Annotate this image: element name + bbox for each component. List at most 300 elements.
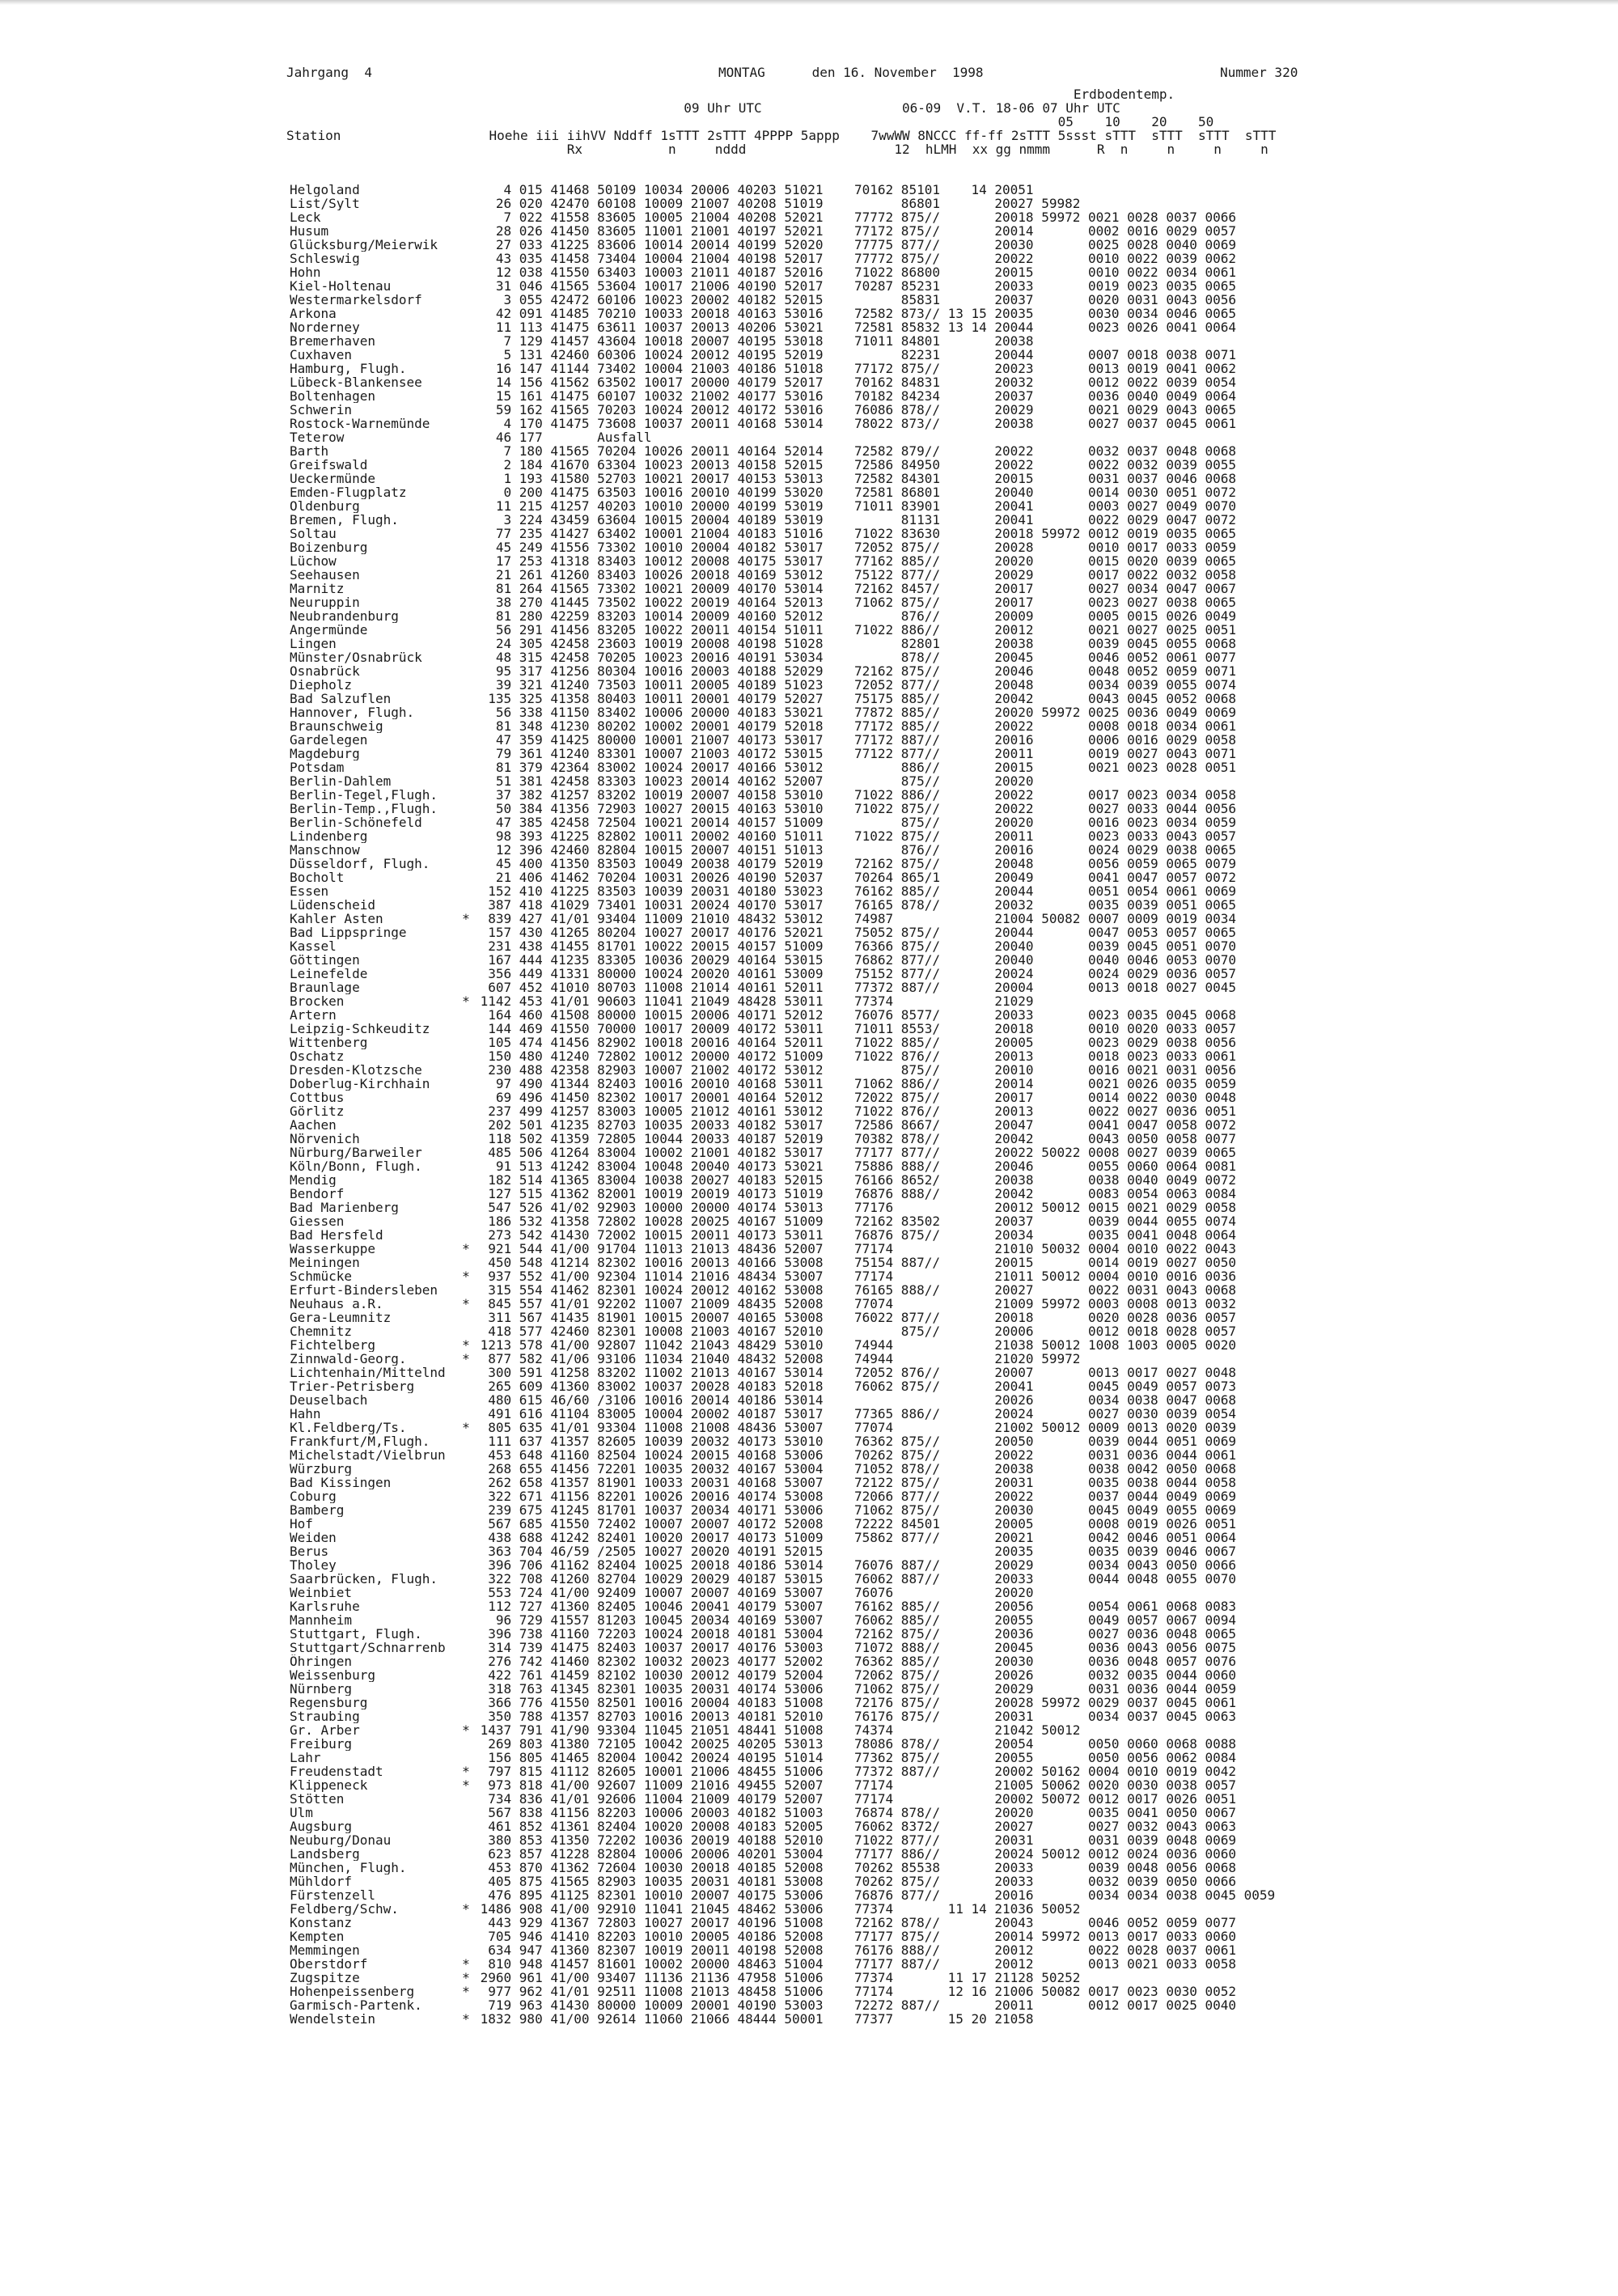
- table-row: [290, 1036, 1275, 1049]
- mountain-station-mark: [460, 1311, 472, 1324]
- table-row: [290, 802, 1275, 815]
- mountain-station-mark: [460, 1613, 472, 1627]
- table-row: [290, 417, 1275, 430]
- table-row: [290, 1998, 1275, 2012]
- table-row: [290, 499, 1275, 513]
- observation-values: 2 184 41670 63304 10023 20013 40158 52015 72586 84950 20022 0022 0032 0039 0055: [472, 457, 1237, 472]
- station-name: Deuselbach: [290, 1393, 368, 1407]
- observation-values: 623 857 41228 82804 10006 20006 40201 53004 77177 886// 20024 50012 0012 0024 0036 0060: [472, 1846, 1237, 1862]
- observation-values: 12 396 42460 82804 10015 20007 40151 51013 876// 20016 0024 0029 0038 0065: [472, 842, 1237, 858]
- station-name: Bendorf: [290, 1187, 345, 1201]
- table-row: [290, 1146, 1275, 1159]
- station-name: Hohenpeissenberg: [290, 1985, 415, 1998]
- station-name: Teterow: [290, 430, 345, 444]
- observation-values: 81 280 42259 83203 10014 20009 40160 52012 876// 20009 0005 0015 0026 0049: [472, 608, 1237, 624]
- table-row: [290, 1668, 1275, 1682]
- mountain-station-mark: [460, 1654, 472, 1668]
- station-name: Berlin-Schönefeld: [290, 815, 422, 829]
- observation-values: 797 815 41112 82605 10001 21006 48455 51006 77372 887// 20002 50162 0004 0010 0019 0042: [472, 1764, 1237, 1779]
- observation-values: 237 499 41257 83003 10005 21012 40161 53012 71022 876// 20013 0022 0027 0036 0051: [472, 1104, 1237, 1119]
- mountain-station-mark: [460, 1448, 472, 1462]
- observation-values: 81 348 41230 80202 10002 20001 40179 52018 77172 885// 20022 0008 0018 0034 0061: [472, 718, 1237, 734]
- observation-values: 182 514 41365 83004 10038 20027 40183 52015 76166 8652/ 20038 0038 0040 0049 0072: [472, 1172, 1237, 1188]
- station-name: Seehausen: [290, 568, 360, 582]
- table-row: [290, 582, 1275, 595]
- station-name: Bremerhaven: [290, 334, 375, 348]
- mountain-station-mark: [460, 1159, 472, 1173]
- mountain-station-mark: [460, 1558, 472, 1572]
- observation-values: 112 727 41360 82405 10046 20041 40179 53007 76162 885// 20056 0054 0061 0068 0083: [472, 1599, 1237, 1614]
- mountain-station-mark: [460, 1888, 472, 1902]
- table-row: [290, 1324, 1275, 1338]
- mountain-station-mark: *: [462, 1296, 470, 1311]
- mountain-station-mark: [460, 1930, 472, 1943]
- observation-values: 485 506 41264 83004 10002 21001 40182 53017 77177 877// 20022 50022 0008 0027 0039 0065: [472, 1145, 1237, 1160]
- table-row: [290, 1338, 1275, 1352]
- observation-values: 380 853 41350 72202 10036 20019 40188 52010 71022 877// 20031 0031 0039 0048 0069: [472, 1832, 1237, 1848]
- station-name: Kl.Feldberg/Ts.: [290, 1421, 407, 1434]
- table-row: [290, 774, 1275, 788]
- station-name: Zugspitze: [290, 1971, 360, 1985]
- observation-values: 422 761 41459 82102 10030 20012 40179 52004 72062 875// 20026 0032 0035 0044 0060: [472, 1667, 1237, 1683]
- table-row: [290, 1462, 1275, 1476]
- observation-values: 262 658 41357 81901 10033 20031 40168 53007 72122 875// 20031 0035 0038 0044 0058: [472, 1475, 1237, 1490]
- mountain-station-mark: [460, 788, 472, 802]
- mountain-station-mark: [460, 1379, 472, 1393]
- column-header-line: Station Hoehe iii iihVV Nddff 1sTTT 2sTTT 4PPPP 5appp 7wwWW 8NCCC ff-ff 2sTTT 5ssst sTTT sTTT sTTT sTTT: [286, 128, 1277, 143]
- observation-values: 46 177 Ausfall: [472, 430, 652, 445]
- table-row: [290, 1558, 1275, 1572]
- table-row: [290, 362, 1275, 375]
- observation-values: 300 591 41258 83202 11002 21013 40167 53014 72052 876// 20007 0013 0017 0027 0048: [472, 1365, 1237, 1380]
- mountain-station-mark: [460, 1847, 472, 1861]
- mountain-station-mark: [460, 1118, 472, 1132]
- table-row: [290, 1214, 1275, 1228]
- station-name: Schmücke: [290, 1269, 353, 1283]
- mountain-station-mark: [460, 293, 472, 307]
- station-name: Lichtenhain/Mittelnd: [290, 1366, 446, 1379]
- station-name: Garmisch-Partenk.: [290, 1998, 422, 2012]
- observation-values: 81 264 41565 73302 10021 20009 40170 53014 72162 8457/ 20017 0027 0034 0047 0067: [472, 581, 1237, 596]
- mountain-station-mark: [460, 1751, 472, 1764]
- mountain-station-mark: [460, 1861, 472, 1875]
- station-name: Meiningen: [290, 1256, 360, 1269]
- observation-values: 7 022 41558 83605 10005 21004 40208 52021 77772 875// 20018 59972 0021 0028 0037 0066: [472, 210, 1237, 225]
- station-name: Augsburg: [290, 1819, 353, 1833]
- table-row: [290, 1434, 1275, 1448]
- mountain-station-mark: [460, 1228, 472, 1242]
- station-name: Osnabrück: [290, 664, 360, 678]
- table-row: [290, 609, 1275, 623]
- observation-values: 265 609 41360 83002 10037 20028 40183 52018 76062 875// 20041 0045 0049 0057 0073: [472, 1379, 1237, 1394]
- table-row: [290, 815, 1275, 829]
- table-row: [290, 1943, 1275, 1957]
- table-row: [290, 939, 1275, 953]
- observation-values: 50 384 41356 72903 10027 20015 40163 53010 71022 875// 20022 0027 0033 0044 0056: [472, 801, 1237, 816]
- observation-values: 239 675 41245 81701 10037 20034 40171 53006 71062 875// 20030 0045 0049 0055 0069: [472, 1502, 1237, 1518]
- table-row: [290, 1297, 1275, 1311]
- station-name: Glücksburg/Meierwik: [290, 238, 438, 252]
- table-row: [290, 1173, 1275, 1187]
- mountain-station-mark: [460, 664, 472, 678]
- station-name: Ulm: [290, 1806, 313, 1819]
- observation-values: 3 224 43459 63604 10015 20004 40189 53019 81131 20041 0022 0029 0047 0072: [472, 512, 1237, 527]
- mountain-station-mark: [460, 1503, 472, 1517]
- table-row: [290, 623, 1275, 637]
- observation-values: 79 361 41240 83301 10007 21003 40172 53015 77122 877// 20011 0019 0027 0043 0071: [472, 746, 1237, 761]
- table-row: [290, 2012, 1275, 2026]
- station-name: Bad Marienberg: [290, 1201, 399, 1214]
- table-row: [290, 1489, 1275, 1503]
- observation-values: 4 015 41468 50109 10034 20006 40203 51021 70162 85101 14 20051: [472, 182, 1034, 197]
- station-name: Klippeneck: [290, 1778, 368, 1792]
- table-row: [290, 1476, 1275, 1489]
- mountain-station-mark: [460, 692, 472, 705]
- observation-values: 877 582 41/06 93106 11034 21040 48432 52008 74944 21020 59972: [472, 1351, 1081, 1366]
- table-row: [290, 334, 1275, 348]
- observation-values: 38 270 41445 73502 10022 20019 40164 52013 71062 875// 20017 0023 0027 0038 0065: [472, 595, 1237, 610]
- table-row: [290, 595, 1275, 609]
- station-name: Leinefelde: [290, 967, 368, 981]
- table-row: [290, 1022, 1275, 1036]
- mountain-station-mark: [460, 430, 472, 444]
- station-name: Schleswig: [290, 252, 360, 265]
- station-name: Görlitz: [290, 1104, 345, 1118]
- observation-values: 51 381 42458 83303 10023 20014 40162 52007 875// 20020: [472, 773, 1034, 789]
- observation-values: 91 513 41242 83004 10048 20040 40173 53021 75886 888// 20046 0055 0060 0064 0081: [472, 1159, 1237, 1174]
- mountain-station-mark: *: [462, 1269, 470, 1284]
- station-name: Straubing: [290, 1709, 360, 1723]
- station-name: Soltau: [290, 527, 337, 540]
- observation-values: 2960 961 41/00 93407 11136 21136 47958 51006 77374 11 17 21128 50252: [472, 1970, 1081, 1985]
- observation-values: 3 055 42472 60106 10023 20002 40182 52015 85831 20037 0020 0031 0043 0056: [472, 292, 1237, 307]
- table-row: [290, 926, 1275, 939]
- station-name: Lüchow: [290, 554, 337, 568]
- observation-values: 77 235 41427 63402 10001 21004 40183 51016 71022 83630 20018 59972 0012 0019 0035 0065: [472, 526, 1237, 541]
- observation-values: 607 452 41010 80703 11008 21014 40161 52011 77372 887// 20004 0013 0018 0027 0045: [472, 980, 1237, 995]
- mountain-station-mark: *: [462, 1241, 470, 1256]
- column-header-line: 09 Uhr UTC 06-09 V.T. 18-06 07 Uhr UTC: [286, 100, 1120, 116]
- observation-values: 1437 791 41/90 93304 11045 21051 48441 51008 74374 21042 50012: [472, 1722, 1081, 1738]
- station-name: Weinbiet: [290, 1586, 353, 1599]
- table-row: [290, 981, 1275, 994]
- mountain-station-mark: [460, 857, 472, 871]
- observation-values: 491 616 41104 83005 10004 20002 40187 53017 77365 886// 20024 0027 0030 0039 0054: [472, 1406, 1237, 1421]
- table-row: [290, 871, 1275, 884]
- mountain-station-mark: [460, 499, 472, 513]
- station-name: Kahler Asten: [290, 912, 383, 926]
- mountain-station-mark: *: [462, 1984, 470, 1999]
- mountain-station-mark: [460, 279, 472, 293]
- mountain-station-mark: [460, 967, 472, 981]
- mountain-station-mark: [460, 609, 472, 623]
- mountain-station-mark: [460, 939, 472, 953]
- mountain-station-mark: [460, 1833, 472, 1847]
- mountain-station-mark: [460, 1641, 472, 1654]
- station-name: Boltenhagen: [290, 389, 375, 403]
- table-row: [290, 568, 1275, 582]
- mountain-station-mark: *: [462, 911, 470, 926]
- observation-values: 356 449 41331 80000 10024 20020 40161 53009 75152 877// 20024 0024 0029 0036 0057: [472, 966, 1237, 981]
- observation-values: 322 708 41260 82704 10029 20029 40187 53015 76062 887// 20033 0044 0048 0055 0070: [472, 1571, 1237, 1586]
- mountain-station-mark: [460, 307, 472, 320]
- station-name: Kiel-Holtenau: [290, 279, 392, 293]
- table-row: [290, 1256, 1275, 1269]
- mountain-station-mark: *: [462, 1351, 470, 1366]
- station-table: [290, 183, 1275, 2026]
- station-name: Angermünde: [290, 623, 368, 637]
- observation-values: 311 567 41435 81901 10015 20007 40165 53008 76022 877// 20018 0020 0028 0036 0057: [472, 1310, 1237, 1325]
- observation-values: 167 444 41235 83305 10036 20029 40164 53015 76862 877// 20040 0040 0046 0053 0070: [472, 952, 1237, 968]
- table-row: [290, 210, 1275, 224]
- observation-values: 450 548 41214 82302 10016 20013 40166 53008 75154 887// 20015 0014 0019 0027 0050: [472, 1255, 1237, 1270]
- table-row: [290, 1531, 1275, 1544]
- observation-values: 56 338 41150 83402 10006 20000 40183 53021 77872 885// 20020 59972 0025 0036 0049 0069: [472, 705, 1237, 720]
- mountain-station-mark: [460, 444, 472, 458]
- observation-values: 11 215 41257 40203 10010 20000 40199 53019 71011 83901 20041 0003 0027 0049 0070: [472, 498, 1237, 514]
- observation-values: 0 200 41475 63503 10016 20010 40199 53020 72581 86801 20040 0014 0030 0051 0072: [472, 485, 1237, 500]
- station-name: Arkona: [290, 307, 337, 320]
- observation-values: 12 038 41550 63403 10003 21011 40187 52016 71022 86800 20015 0010 0022 0034 0061: [472, 265, 1237, 280]
- station-name: Hof: [290, 1517, 313, 1531]
- table-row: [290, 513, 1275, 527]
- mountain-station-mark: [460, 1091, 472, 1104]
- station-name: Emden-Flugplatz: [290, 485, 407, 499]
- station-name: Norderney: [290, 320, 360, 334]
- mountain-station-mark: [460, 485, 472, 499]
- table-row: [290, 540, 1275, 554]
- station-name: München, Flugh.: [290, 1861, 407, 1875]
- observation-values: 453 870 41362 72604 10030 20018 40185 52008 70262 85538 20033 0039 0048 0056 0068: [472, 1860, 1237, 1875]
- observation-values: 418 577 42460 82301 10008 21003 40167 52010 875// 20006 0012 0018 0028 0057: [472, 1324, 1237, 1339]
- station-name: Boizenburg: [290, 540, 368, 554]
- mountain-station-mark: *: [462, 1722, 470, 1738]
- table-row: [290, 1916, 1275, 1930]
- mountain-station-mark: [460, 1063, 472, 1077]
- table-row: [290, 967, 1275, 981]
- mountain-station-mark: [460, 389, 472, 403]
- table-row: [290, 183, 1275, 197]
- station-name: Köln/Bonn, Flugh.: [290, 1159, 422, 1173]
- column-header-line: Rx n nddd 12 hLMH xx gg nmmm R n n n n: [286, 142, 1269, 157]
- mountain-station-mark: [460, 802, 472, 815]
- table-row: [290, 527, 1275, 540]
- station-name: Braunlage: [290, 981, 360, 994]
- table-row: [290, 1118, 1275, 1132]
- table-row: [290, 1063, 1275, 1077]
- observation-values: 937 552 41/00 92304 11014 21016 48434 53007 77174 21011 50012 0004 0010 0016 0036: [472, 1269, 1237, 1284]
- mountain-station-mark: [460, 1366, 472, 1379]
- mountain-station-mark: [460, 926, 472, 939]
- station-name: Neuruppin: [290, 595, 360, 609]
- observation-values: 396 706 41162 82404 10025 20018 40186 53014 76076 887// 20029 0034 0043 0050 0066: [472, 1557, 1237, 1573]
- station-name: Trier-Petrisberg: [290, 1379, 415, 1393]
- observation-values: 268 655 41456 72201 10035 20032 40167 53004 71052 878// 20038 0038 0042 0050 0068: [472, 1461, 1237, 1476]
- mountain-station-mark: [460, 884, 472, 898]
- station-name: Neubrandenburg: [290, 609, 399, 623]
- observation-values: 59 162 41565 70203 10024 20012 40172 53016 76086 878// 20029 0021 0029 0043 0065: [472, 402, 1237, 417]
- station-name: Hamburg, Flugh.: [290, 362, 407, 375]
- observation-values: 276 742 41460 82302 10032 20023 40177 52002 76362 885// 20030 0036 0048 0057 0076: [472, 1654, 1237, 1669]
- table-row: [290, 1751, 1275, 1764]
- table-row: [290, 1311, 1275, 1324]
- observation-values: 21 261 41260 83403 10026 20018 40169 53012 75122 877// 20029 0017 0022 0032 0058: [472, 567, 1237, 582]
- observation-values: 231 438 41455 81701 10022 20015 40157 51009 76366 875// 20040 0039 0045 0051 0070: [472, 938, 1237, 954]
- station-name: Fürstenzell: [290, 1888, 375, 1902]
- mountain-station-mark: [460, 403, 472, 417]
- observation-values: 69 496 41450 82302 10017 20001 40164 52012 72022 875// 20017 0014 0022 0030 0048: [472, 1090, 1237, 1105]
- station-name: Bad Lippspringe: [290, 926, 407, 939]
- station-name: Cuxhaven: [290, 348, 353, 362]
- table-row: [290, 1352, 1275, 1366]
- mountain-station-mark: [460, 719, 472, 733]
- observation-values: 81 379 42364 83002 10024 20017 40166 53012 886// 20015 0021 0023 0028 0051: [472, 760, 1237, 775]
- mountain-station-mark: [460, 1696, 472, 1709]
- observation-values: 5 131 42460 60306 10024 20012 40195 52019 82231 20044 0007 0018 0038 0071: [472, 347, 1237, 362]
- mountain-station-mark: [460, 829, 472, 843]
- table-row: [290, 1228, 1275, 1242]
- table-row: [290, 1008, 1275, 1022]
- station-name: Giessen: [290, 1214, 345, 1228]
- observation-values: 4 170 41475 73608 10037 20011 40168 53014 78022 873// 20038 0027 0037 0045 0061: [472, 416, 1237, 431]
- table-row: [290, 1077, 1275, 1091]
- table-row: [290, 1737, 1275, 1751]
- observation-values: 273 542 41430 72002 10015 20011 40173 53011 76876 875// 20034 0035 0041 0048 0064: [472, 1227, 1237, 1243]
- mountain-station-mark: [460, 1049, 472, 1063]
- observation-values: 1 193 41580 52703 10021 20017 40153 53013 72582 84301 20015 0031 0037 0046 0068: [472, 471, 1237, 486]
- observation-values: 45 249 41556 73302 10010 20004 40182 53017 72052 875// 20028 0010 0017 0033 0059: [472, 540, 1237, 555]
- station-name: Stuttgart/Schnarrenb: [290, 1641, 446, 1654]
- mountain-station-mark: *: [462, 1337, 470, 1353]
- mountain-station-mark: [460, 582, 472, 595]
- table-row: [290, 348, 1275, 362]
- station-name: Saarbrücken, Flugh.: [290, 1572, 438, 1586]
- station-name: Potsdam: [290, 760, 345, 774]
- station-name: Berus: [290, 1544, 329, 1558]
- observation-values: 567 838 41156 82203 10006 20003 40182 51003 76874 878// 20020 0035 0041 0050 0067: [472, 1805, 1237, 1820]
- mountain-station-mark: [460, 334, 472, 348]
- mountain-station-mark: [460, 1668, 472, 1682]
- station-name: Neuhaus a.R.: [290, 1297, 383, 1311]
- observation-values: 31 046 41565 53604 10017 21006 40190 52017 70287 85231 20033 0019 0023 0035 0065: [472, 278, 1237, 294]
- observation-values: 45 400 41350 83503 10049 20038 40179 52019 72162 875// 20048 0056 0059 0065 0079: [472, 856, 1237, 871]
- observation-values: 15 161 41475 60107 10032 21002 40177 53016 70182 84234 20037 0036 0040 0049 0064: [472, 388, 1237, 404]
- observation-values: 567 685 41550 72402 10007 20007 40172 52008 72222 84501 20005 0008 0019 0026 0051: [472, 1516, 1237, 1531]
- table-row: [290, 1861, 1275, 1875]
- mountain-station-mark: [460, 1393, 472, 1407]
- station-name: Greifswald: [290, 458, 368, 472]
- table-row: [290, 1819, 1275, 1833]
- mountain-station-mark: [460, 774, 472, 788]
- mountain-station-mark: [460, 1146, 472, 1159]
- station-name: Hohn: [290, 265, 321, 279]
- station-name: Mühldorf: [290, 1875, 353, 1888]
- mountain-station-mark: [460, 1324, 472, 1338]
- observation-values: 26 020 42470 60108 10009 21007 40208 51019 86801 20027 59982: [472, 196, 1081, 211]
- mountain-station-mark: [460, 1476, 472, 1489]
- mountain-station-mark: [460, 1572, 472, 1586]
- observation-values: 127 515 41362 82001 10019 20019 40173 51019 76876 888// 20042 0083 0054 0063 0084: [472, 1186, 1237, 1201]
- station-name: Coburg: [290, 1489, 337, 1503]
- mountain-station-mark: [460, 1627, 472, 1641]
- observation-values: 405 875 41565 82903 10035 20031 40181 53008 70262 875// 20033 0032 0039 0050 0066: [472, 1874, 1237, 1889]
- station-name: Aachen: [290, 1118, 337, 1132]
- date-label: MONTAG den 16. November 1998: [718, 65, 984, 80]
- mountain-station-mark: [460, 348, 472, 362]
- mountain-station-mark: [460, 1737, 472, 1751]
- table-row: [290, 1407, 1275, 1421]
- station-name: Wittenberg: [290, 1036, 368, 1049]
- observation-values: 14 156 41562 63502 10017 20000 40179 52017 70162 84831 20032 0012 0022 0039 0054: [472, 375, 1237, 390]
- mountain-station-mark: [460, 871, 472, 884]
- observation-values: 1832 980 41/00 92614 11060 21066 48444 50001 77377 15 20 21058: [472, 2011, 1034, 2027]
- table-row: [290, 1847, 1275, 1861]
- observation-values: 453 648 41160 82504 10024 20015 40168 53006 70262 875// 20022 0031 0036 0044 0061: [472, 1447, 1237, 1463]
- table-row: [290, 664, 1275, 678]
- station-name: Bremen, Flugh.: [290, 513, 399, 527]
- station-name: Erfurt-Bindersleben: [290, 1283, 438, 1297]
- observation-values: 845 557 41/01 92202 11007 21009 48435 52008 77074 21009 59972 0003 0008 0013 0032: [472, 1296, 1237, 1311]
- observation-values: 476 895 41125 82301 10010 20007 40175 53006 76876 877// 20016 0034 0034 0038 0045 0059: [472, 1887, 1276, 1903]
- station-name: Helgoland: [290, 183, 360, 197]
- station-name: Nürnberg: [290, 1682, 353, 1696]
- observation-values: 719 963 41430 80000 10009 20001 40190 53003 72272 887// 20011 0012 0017 0025 0040: [472, 1997, 1237, 2013]
- mountain-station-mark: [460, 540, 472, 554]
- observation-values: 24 305 42458 23603 10019 20008 40198 51028 82801 20038 0039 0045 0055 0068: [472, 636, 1237, 651]
- table-row: [290, 898, 1275, 912]
- station-name: Leipzig-Schkeuditz: [290, 1022, 430, 1036]
- table-row: [290, 760, 1275, 774]
- station-name: Braunschweig: [290, 719, 383, 733]
- table-row: [290, 238, 1275, 252]
- mountain-station-mark: [460, 1407, 472, 1421]
- station-name: Essen: [290, 884, 329, 898]
- table-row: [290, 1764, 1275, 1778]
- observation-values: 1142 453 41/01 90603 11041 21049 48428 53011 77374 21029: [472, 993, 1034, 1009]
- mountain-station-mark: [460, 252, 472, 265]
- station-name: Würzburg: [290, 1462, 353, 1476]
- table-row: [290, 1393, 1275, 1407]
- station-name: Konstanz: [290, 1916, 353, 1930]
- station-name: Gardelegen: [290, 733, 368, 747]
- observation-values: 977 962 41/01 92511 11008 21013 48458 51006 77174 12 16 21006 50082 0017 0023 0030 0052: [472, 1984, 1237, 1999]
- table-row: [290, 1201, 1275, 1214]
- station-name: Freudenstadt: [290, 1764, 383, 1778]
- mountain-station-mark: [460, 417, 472, 430]
- observation-values: 7 129 41457 43604 10018 20007 40195 53018 71011 84801 20038: [472, 333, 1034, 349]
- table-row: [290, 1806, 1275, 1819]
- station-name: Zinnwald-Georg.: [290, 1352, 407, 1366]
- station-name: Artern: [290, 1008, 337, 1022]
- table-row: [290, 472, 1275, 485]
- mountain-station-mark: [460, 898, 472, 912]
- station-name: Lindenberg: [290, 829, 368, 843]
- station-name: Stötten: [290, 1792, 345, 1806]
- mountain-station-mark: [460, 981, 472, 994]
- observation-values: 98 393 41225 82802 10011 20002 40160 51011 71022 875// 20011 0023 0033 0043 0057: [472, 828, 1237, 844]
- mountain-station-mark: *: [462, 993, 470, 1009]
- mountain-station-mark: [460, 1586, 472, 1599]
- mountain-station-mark: [460, 210, 472, 224]
- mountain-station-mark: *: [462, 1420, 470, 1435]
- station-name: Nörvenich: [290, 1132, 360, 1146]
- volume-label: Jahrgang 4: [286, 65, 372, 80]
- mountain-station-mark: [460, 733, 472, 747]
- mountain-station-mark: [460, 760, 472, 774]
- mountain-station-mark: [460, 595, 472, 609]
- observation-values: 47 385 42458 72504 10021 20014 40157 51009 875// 20020 0016 0023 0034 0059: [472, 815, 1237, 830]
- station-name: Bad Kissingen: [290, 1476, 392, 1489]
